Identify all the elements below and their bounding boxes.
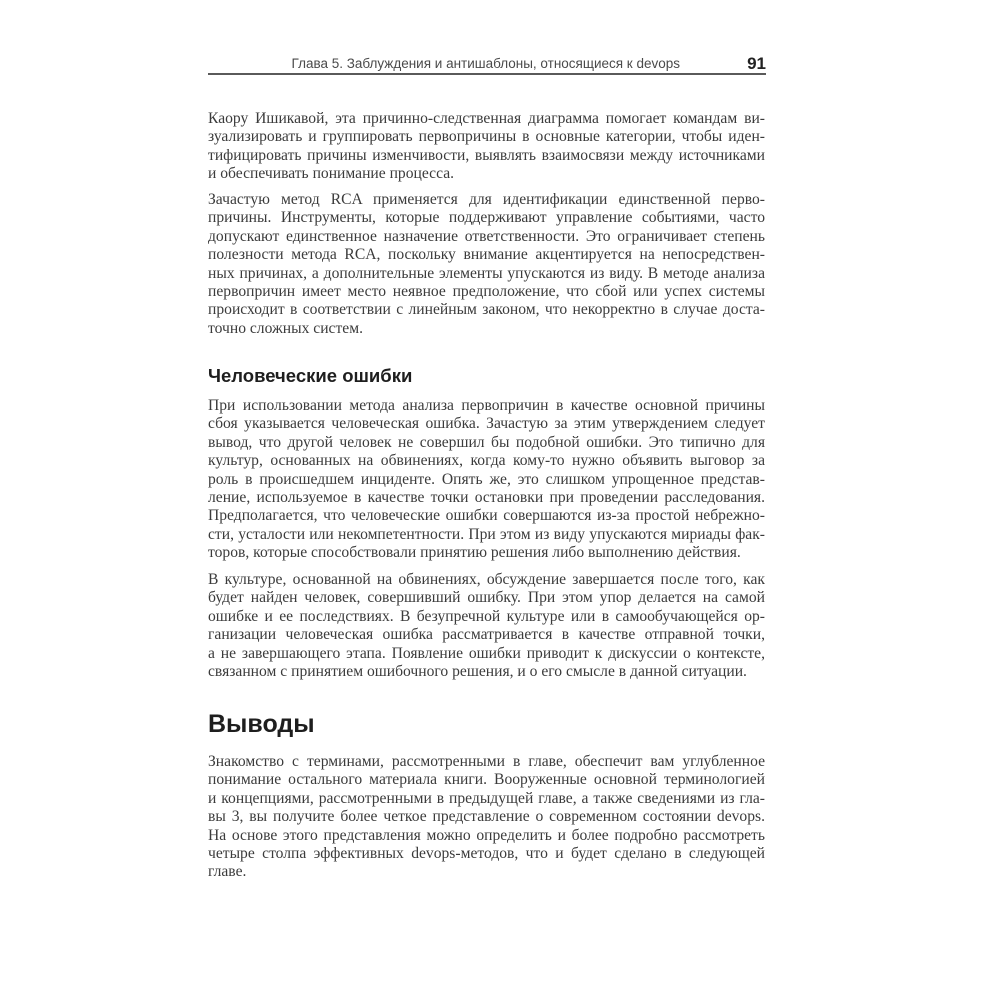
text-line: сти, усталости или некомпетентности. При этом из виду упускаются мириады фак- — [208, 525, 765, 543]
text-line: ганизации человеческая ошибка рассматривается в качестве отправной точки, — [208, 626, 765, 644]
text-line: и концепциями, рассмотренными в предыдущей главе, а также сведениями из гла- — [208, 789, 765, 807]
text-line: точно сложных систем. — [208, 319, 363, 337]
text-line: ошибке и ее последствиях. В безупречной культуре или в самообучающейся ор- — [208, 607, 765, 625]
text-line: В культуре, основанной на обвинениях, обсуждение завершается после того, как — [208, 571, 765, 588]
text-line: вы 3, вы получите более четкое представление о современном состоянии devops. — [208, 808, 765, 826]
text-line: четыре столпа эффективных devops-методов, что и будет сделано в следующей — [208, 844, 765, 862]
paragraph-conclusions — [208, 753, 765, 882]
text-line: будет найден человек, совершивший ошибку. При этом упор делается на самой — [208, 589, 765, 607]
paragraph-human-error-1 — [208, 397, 765, 563]
text-line: и обеспечивать понимание процесса. — [208, 165, 455, 183]
page-number: 91 — [747, 54, 766, 73]
text-line: сбоя указывается человеческая ошибка. Зачастую за этим утверждением следует — [208, 415, 765, 433]
text-line: происходит в соответствии с линейным законом, что некорректно в случае доста- — [208, 301, 765, 319]
text-line: Предполагается, что человеческие ошибки совершаются из-за простой небрежно- — [208, 507, 765, 525]
text-line: причины. Инструменты, которые поддерживают управление событиями, часто — [208, 209, 765, 227]
section-heading-conclusions: Выводы — [208, 710, 315, 738]
text-line: Каору Ишикавой, эта причинно-следственная диаграмма помогает командам ви- — [208, 110, 765, 127]
text-line: культур, основанных на обвинениях, когда кому-то нужно объявить выговор за — [208, 452, 765, 470]
text-line: вывод, что другой человек не совершил бы подобной ошибки. Это типично для — [208, 433, 765, 451]
text-line: ление, используемое в качестве точки остановки при проведении расследования. — [208, 488, 765, 506]
text-line: первопричин имеет место неявное предположение, что сбой или успех системы — [208, 282, 765, 300]
text-line: ных причинах, а дополнительные элементы упускаются из виду. В методе анализа — [208, 264, 765, 282]
text-line: При использовании метода анализа первопричин в качестве основной причины — [208, 397, 765, 414]
text-line: полезности метода RCA, поскольку внимание акцентируется на непосредствен- — [208, 246, 765, 264]
text-line: понимание остального материала книги. Вооруженные основной терминологией — [208, 771, 765, 789]
text-line: роль в происшедшем инциденте. Опять же, это слишком упрощенное представ- — [208, 470, 765, 488]
paragraph-fishbone — [208, 110, 765, 184]
text-line: тифицировать причины изменчивости, выявлять взаимосвязи между источниками — [208, 146, 765, 164]
header-rule — [208, 73, 766, 75]
text-line: главе. — [208, 863, 247, 881]
text-line: допускают единственное назначение ответственности. Это ограничивает степень — [208, 227, 765, 245]
paragraph-rca — [208, 191, 765, 338]
paragraph-human-error-2 — [208, 571, 765, 681]
running-title: Глава 5. Заблуждения и антишаблоны, относящиеся к devops — [291, 56, 680, 71]
text-line: торов, которые способствовали принятию решения либо выполнению действия. — [208, 544, 741, 562]
text-line: связанном с принятием ошибочного решения, и о его смысле в данной ситуации. — [208, 662, 747, 680]
text-line: зуализировать и группировать первопричины в основные категории, чтобы иден- — [208, 128, 765, 146]
text-line: На основе этого представления можно определить и более подробно рассмотреть — [208, 826, 765, 844]
text-line: Зачастую метод RCA применяется для идентификации единственной перво- — [208, 191, 765, 208]
section-heading-human-errors: Человеческие ошибки — [208, 365, 413, 386]
text-line: а не завершающего этапа. Появление ошибки приводит к дискуссии о контексте, — [208, 644, 765, 662]
text-line: Знакомство с терминами, рассмотренными в главе, обеспечит вам углубленное — [208, 753, 765, 770]
